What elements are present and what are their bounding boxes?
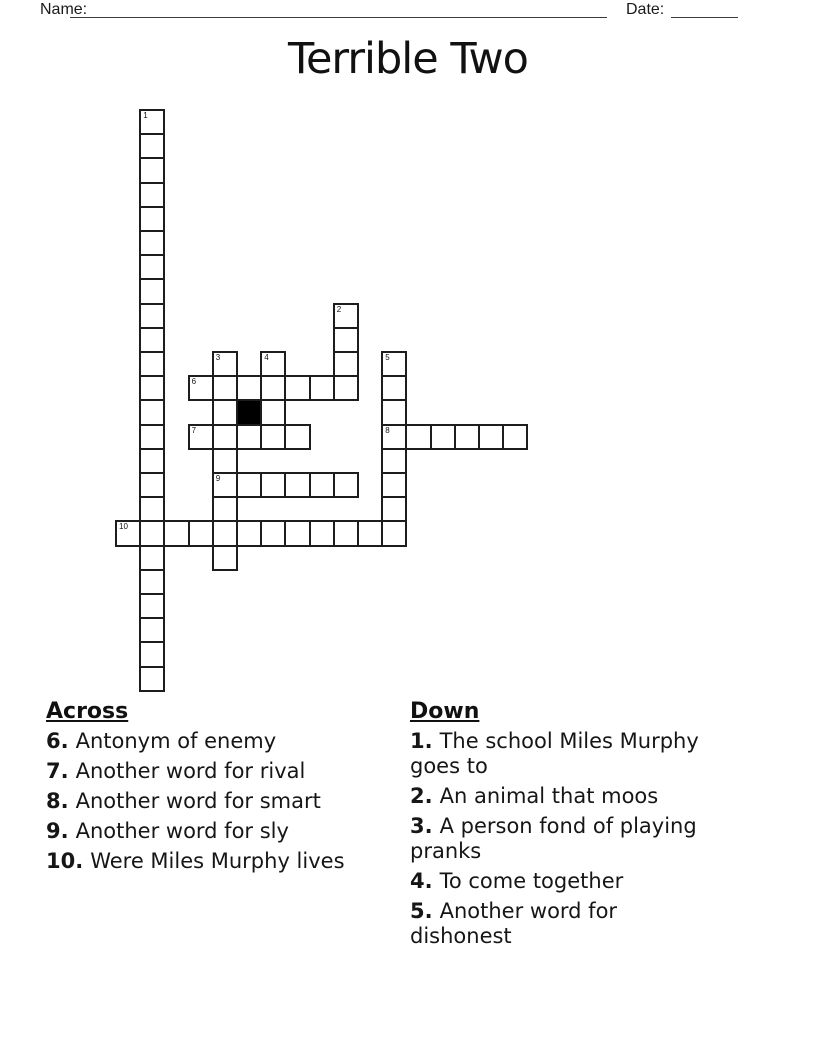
cell-number: 1	[143, 111, 148, 120]
grid-cell[interactable]	[139, 617, 165, 643]
down-clue	[410, 784, 722, 809]
cell-number: 10	[119, 522, 128, 532]
clue-number: 1.	[410, 729, 433, 753]
grid-cell[interactable]	[212, 472, 238, 498]
cell-number: 3	[215, 353, 221, 362]
grid-cell[interactable]	[212, 375, 238, 401]
grid-cell[interactable]	[212, 496, 238, 522]
grid-cell[interactable]	[212, 520, 238, 546]
grid-cell[interactable]	[139, 520, 165, 546]
grid-cell[interactable]	[139, 399, 165, 425]
grid-cell[interactable]	[139, 666, 165, 692]
grid-cell[interactable]	[139, 278, 165, 304]
across-heading: Across	[46, 699, 129, 724]
grid-cell[interactable]	[139, 472, 165, 498]
grid-cell[interactable]	[139, 254, 165, 280]
grid-cell[interactable]	[260, 520, 286, 546]
clue-text: Another word for rival	[75, 759, 306, 783]
grid-cell[interactable]	[260, 399, 286, 425]
grid-cell[interactable]	[381, 375, 407, 401]
across-clue	[46, 729, 394, 754]
grid-cell[interactable]	[381, 351, 407, 377]
grid-cell[interactable]	[333, 327, 359, 353]
clue-text: An animal that moos	[439, 784, 659, 808]
cell-number: 8	[385, 425, 390, 435]
grid-cell[interactable]	[139, 593, 165, 619]
grid-cell[interactable]	[381, 399, 407, 425]
grid-cell[interactable]	[212, 424, 238, 450]
clue-number: 4.	[410, 869, 433, 893]
grid-cell[interactable]	[139, 351, 165, 377]
grid-cell[interactable]	[381, 520, 407, 546]
cell-number: 7	[191, 425, 197, 435]
grid-cell[interactable]	[139, 109, 165, 135]
cell-number: 9	[215, 474, 221, 483]
grid-cell[interactable]	[284, 520, 310, 546]
grid-cell[interactable]	[502, 424, 528, 450]
across-clue	[46, 759, 394, 784]
grid-cell[interactable]	[212, 399, 238, 425]
grid-cell[interactable]	[188, 520, 214, 546]
clue-number: 9.	[46, 819, 69, 843]
grid-cell[interactable]	[212, 351, 238, 377]
page-title: Terrible Two	[288, 34, 528, 84]
grid-cell[interactable]	[430, 424, 456, 450]
grid-cell[interactable]	[139, 448, 165, 474]
grid-cell[interactable]	[284, 424, 310, 450]
grid-cell[interactable]	[139, 375, 165, 401]
clue-number: 5.	[410, 899, 433, 923]
grid-cell[interactable]	[309, 472, 335, 498]
down-clue-list	[410, 729, 722, 949]
grid-cell[interactable]	[454, 424, 480, 450]
grid-cell[interactable]	[212, 448, 238, 474]
grid-cell[interactable]	[236, 424, 262, 450]
grid-cell[interactable]	[260, 375, 286, 401]
clue-number: 8.	[46, 789, 69, 813]
cell-number: 2	[336, 304, 342, 314]
grid-cell[interactable]	[139, 230, 165, 256]
grid-cell[interactable]	[139, 424, 165, 450]
clue-text: Another word for smart	[75, 789, 321, 813]
clue-number: 10.	[46, 849, 84, 873]
grid-cell[interactable]	[381, 448, 407, 474]
grid-cell[interactable]	[309, 520, 335, 546]
grid-cell[interactable]	[333, 303, 359, 329]
clue-number: 2.	[410, 784, 433, 808]
down-heading: Down	[410, 699, 480, 724]
grid-cell[interactable]	[139, 545, 165, 571]
name-input-line[interactable]	[70, 0, 607, 18]
grid-cell[interactable]	[188, 375, 214, 401]
across-clue	[46, 849, 394, 874]
name-label: Name:	[40, 1, 88, 18]
grid-cell[interactable]	[381, 472, 407, 498]
grid-cell[interactable]	[381, 424, 407, 450]
black-cell	[236, 399, 262, 425]
grid-cell[interactable]	[478, 424, 504, 450]
grid-cell[interactable]	[139, 133, 165, 159]
grid-cell[interactable]	[139, 206, 165, 232]
grid-cell[interactable]	[309, 375, 335, 401]
grid-cell[interactable]	[333, 375, 359, 401]
clue-text: Were Miles Murphy lives	[90, 849, 345, 873]
grid-cell[interactable]	[139, 641, 165, 667]
clue-text: Another word for dishonest	[410, 899, 618, 948]
clue-text: The school Miles Murphy goes to	[410, 729, 699, 778]
grid-cell[interactable]	[212, 545, 238, 571]
cell-number: 4	[264, 353, 269, 362]
grid-cell[interactable]	[139, 496, 165, 522]
grid-cell[interactable]	[357, 520, 383, 546]
down-clue	[410, 869, 722, 894]
cell-number: 5	[385, 353, 390, 362]
grid-cell[interactable]	[236, 375, 262, 401]
down-clues-section	[410, 699, 722, 954]
clue-text: Antonym of enemy	[75, 729, 277, 753]
grid-cell[interactable]	[260, 472, 286, 498]
down-clue	[410, 729, 722, 779]
grid-cell[interactable]	[139, 182, 165, 208]
grid-cell[interactable]	[333, 351, 359, 377]
grid-cell[interactable]	[284, 472, 310, 498]
down-clue	[410, 899, 722, 949]
grid-cell[interactable]	[333, 520, 359, 546]
grid-cell[interactable]	[163, 520, 189, 546]
grid-cell[interactable]	[139, 569, 165, 595]
grid-cell[interactable]	[333, 472, 359, 498]
clue-text: To come together	[439, 869, 624, 893]
grid-cell[interactable]	[405, 424, 431, 450]
clue-number: 3.	[410, 814, 433, 838]
grid-cell[interactable]	[139, 303, 165, 329]
grid-cell[interactable]	[260, 351, 286, 377]
date-input-line[interactable]	[671, 0, 738, 18]
clue-text: A person fond of playing pranks	[410, 814, 697, 863]
across-clues-section	[46, 699, 394, 879]
across-clue	[46, 789, 394, 814]
grid-cell[interactable]	[139, 327, 165, 353]
cell-number: 6	[191, 377, 197, 387]
down-clue	[410, 814, 722, 864]
grid-cell[interactable]	[260, 424, 286, 450]
clue-text: Another word for sly	[75, 819, 289, 843]
grid-cell[interactable]	[188, 424, 214, 450]
across-clue	[46, 819, 394, 844]
across-clue-list	[46, 729, 394, 874]
grid-cell[interactable]	[236, 520, 262, 546]
grid-cell[interactable]	[284, 375, 310, 401]
grid-cell[interactable]	[381, 496, 407, 522]
grid-cell[interactable]	[139, 157, 165, 183]
grid-cell[interactable]	[115, 520, 141, 546]
grid-cell[interactable]	[236, 472, 262, 498]
clue-number: 7.	[46, 759, 69, 783]
date-label: Date:	[626, 1, 665, 18]
clue-number: 6.	[46, 729, 69, 753]
